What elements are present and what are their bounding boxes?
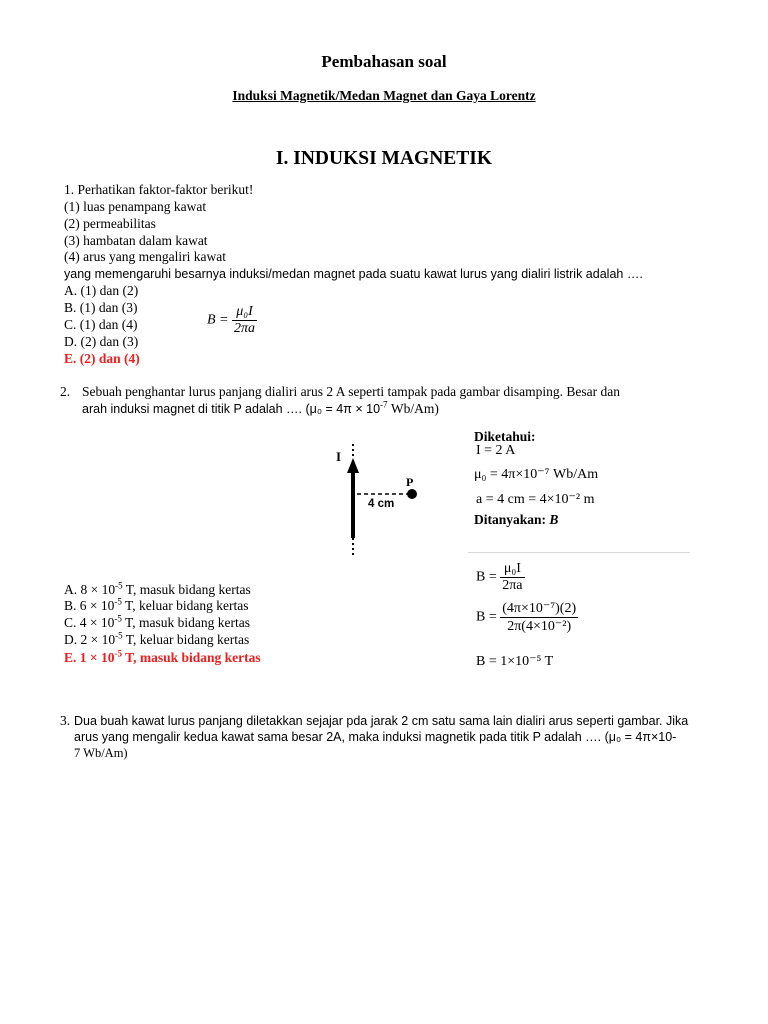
section-heading: I. INDUKSI MAGNETIK bbox=[275, 148, 493, 169]
solution-step: B = $\frac{\text{(4π×10⁻⁷)(2)}}{\text{2π(4×10⁻²)}}$ bbox=[476, 601, 577, 634]
q3-line: 7 Wb/Am) bbox=[74, 746, 128, 760]
formula-fraction bbox=[232, 304, 257, 337]
formula-numerator: μ₀I bbox=[232, 304, 257, 321]
known-title: Diketahui: bbox=[474, 429, 536, 444]
current-label: I bbox=[336, 449, 342, 464]
q2-option: A. $8 \times 10^{-5}$ T, masuk bidang kertas bbox=[64, 580, 251, 597]
q2-number: 2. bbox=[60, 384, 71, 399]
point-label: P bbox=[406, 475, 414, 489]
q1-answer: E. (2) dan (4) bbox=[64, 351, 140, 366]
formula-lhs: B = bbox=[207, 312, 229, 328]
q1-item: (3) hambatan dalam kawat bbox=[64, 233, 208, 248]
q3-line: Dua buah kawat lurus panjang diletakkan sejajar pda jarak 2 cm satu sama lain dialiri arus seperti gambar. Jika bbox=[74, 714, 689, 728]
q2-option: C. $4 \times 10^{-5}$ T, masuk bidang kertas bbox=[64, 613, 250, 630]
point-p bbox=[407, 489, 417, 499]
q1-item: (4) arus yang mengaliri kawat bbox=[64, 249, 226, 264]
q3-number: 3. bbox=[60, 713, 71, 728]
q2-option: D. $2 \times 10^{-5}$ T, keluar bidang kertas bbox=[64, 630, 250, 647]
q1-item: (2) permeabilitas bbox=[64, 216, 156, 231]
page-title: Pembahasan soal bbox=[321, 52, 447, 71]
q2-line: arah induksi magnet di titik P adalah …. ($\mu_0 = 4\pi \times 10^{-7}$ Wb/Am) bbox=[82, 399, 439, 416]
q1-option: D. (2) dan (3) bbox=[64, 334, 139, 349]
page-subtitle: Induksi Magnetik/Medan Magnet dan Gaya Lorentz bbox=[232, 88, 536, 103]
distance-label: 4 cm bbox=[368, 498, 395, 510]
current-arrow-icon bbox=[347, 458, 359, 473]
known-item: I = 2 A bbox=[476, 443, 516, 458]
q2-option: B. $6 \times 10^{-5}$ T, keluar bidang kertas bbox=[64, 596, 249, 613]
q2-answer: E. $1 \times 10^{-5}$ T, masuk bidang kertas bbox=[64, 648, 261, 665]
q1-intro: 1. Perhatikan faktor-faktor berikut! bbox=[64, 182, 254, 197]
solution-result: B = 1×10⁻⁵ T bbox=[476, 654, 554, 669]
q1-option: C. (1) dan (4) bbox=[64, 317, 138, 332]
known-item: a = 4 cm = 4×10⁻² m bbox=[476, 492, 595, 507]
known-item: μ₀ = 4π×10⁻⁷ Wb/Am bbox=[474, 467, 599, 482]
divider bbox=[468, 552, 690, 553]
q3-line: arus yang mengalir kedua kawat sama besar 2A, maka induksi magnetik pada titik P adalah …. (μ₀ = 4π×10- bbox=[74, 730, 677, 744]
formula-denominator: 2πa bbox=[234, 321, 256, 336]
q1-formula bbox=[207, 304, 257, 337]
q1-option: B. (1) dan (3) bbox=[64, 300, 138, 315]
q1-item: (1) luas penampang kawat bbox=[64, 199, 207, 214]
q2-line: Sebuah penghantar lurus panjang dialiri arus 2 A seperti tampak pada gambar disamping. Besar dan bbox=[82, 384, 620, 399]
solution-step: B = $\frac{\text{μ₀I}}{2\pi a}$ bbox=[476, 561, 523, 593]
q1-option: A. (1) dan (2) bbox=[64, 283, 139, 298]
asked-line: Ditanyakan: B bbox=[474, 512, 559, 527]
q1-question: yang memengaruhi besarnya induksi/medan magnet pada suatu kawat lurus yang dialiri listrik adalah …. bbox=[64, 267, 643, 281]
